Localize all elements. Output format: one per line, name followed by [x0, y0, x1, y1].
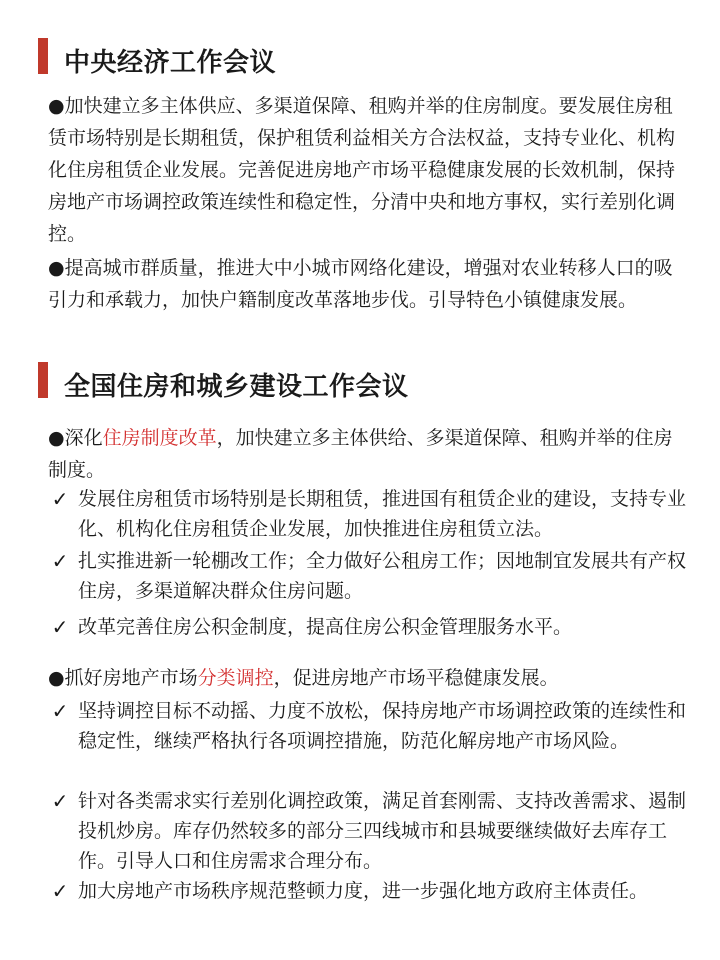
checkmark-icon: ✓	[51, 789, 69, 813]
check-item	[48, 546, 688, 606]
check-item-text: 发展住房租赁市场特别是长期租赁，推进国有租赁企业的建设，支持专业化、机构化住房租赁企业发展，加快推进住房租赁立法。	[78, 488, 687, 540]
intro-highlight: 分类调控	[197, 667, 274, 689]
check-item-text: 坚持调控目标不动摇、力度不放松，保持房地产市场调控政策的连续性和稳定性，继续严格执行各项调控措施，防范化解房地产市场风险。	[78, 700, 687, 752]
check-item	[48, 484, 688, 544]
check-item-text: 改革完善住房公积金制度，提高住房公积金管理服务水平。	[78, 616, 573, 638]
check-item	[48, 786, 688, 876]
check-item	[48, 696, 688, 756]
checkmark-icon: ✓	[51, 549, 69, 573]
section-title: 中央经济工作会议	[64, 48, 277, 78]
intro-suffix: ，促进房地产市场平稳健康发展。	[273, 667, 559, 689]
check-item-text: 针对各类需求实行差别化调控政策，满足首套刚需、支持改善需求、遏制投机炒房。库存仍然较多的部分三四线城市和县城要继续做好去库存工作。引导人口和住房需求合理分布。	[78, 790, 687, 872]
check-item	[48, 876, 688, 906]
section-accent-bar	[38, 38, 48, 74]
check-item-text: 加大房地产市场秩序规范整顿力度，进一步强化地方政府主体责任。	[78, 880, 649, 902]
paragraph-text: 提高城市群质量，推进大中小城市网络化建设，增强对农业转移人口的吸引力和承载力，加快户籍制度改革落地步伐。引导特色小镇健康发展。	[48, 257, 673, 311]
paragraph-text: 加快建立多主体供应、多渠道保障、租购并举的住房制度。要发展住房租赁市场特别是长期租赁，保护租赁利益相关方合法权益，支持专业化、机构化住房租赁企业发展。完善促进房地产市场平稳健康发展的长效机制，保持房地产市场调控政策连续性和稳定性，分清中央和地方事权，实行差别化调控。	[48, 95, 676, 245]
group-intro	[48, 422, 688, 486]
bullet-icon: ●	[48, 95, 65, 117]
intro-prefix: 深化	[64, 427, 103, 449]
intro-suffix: ，加快建立多主体供给、多渠道保障、租购并举的住房制度。	[48, 427, 673, 481]
checkmark-icon: ✓	[51, 879, 69, 903]
section-accent-bar	[38, 362, 48, 398]
intro-prefix: 抓好房地产市场	[64, 667, 198, 689]
section-title: 全国住房和城乡建设工作会议	[64, 372, 409, 402]
checkmark-icon: ✓	[51, 615, 69, 639]
group-intro	[48, 662, 688, 694]
bullet-icon: ●	[48, 427, 65, 449]
bullet-icon: ●	[48, 257, 65, 279]
intro-highlight: 住房制度改革	[102, 427, 217, 449]
check-item-text: 扎实推进新一轮棚改工作；全力做好公租房工作；因地制宜发展共有产权住房，多渠道解决群众住房问题。	[78, 550, 687, 602]
section-header-central-economic	[0, 38, 720, 78]
paragraph	[48, 252, 688, 316]
checkmark-icon: ✓	[51, 487, 69, 511]
checkmark-icon: ✓	[51, 699, 69, 723]
bullet-icon: ●	[48, 667, 65, 689]
paragraph	[48, 90, 688, 250]
section-header-housing-construction	[0, 362, 720, 402]
check-item	[48, 612, 688, 642]
